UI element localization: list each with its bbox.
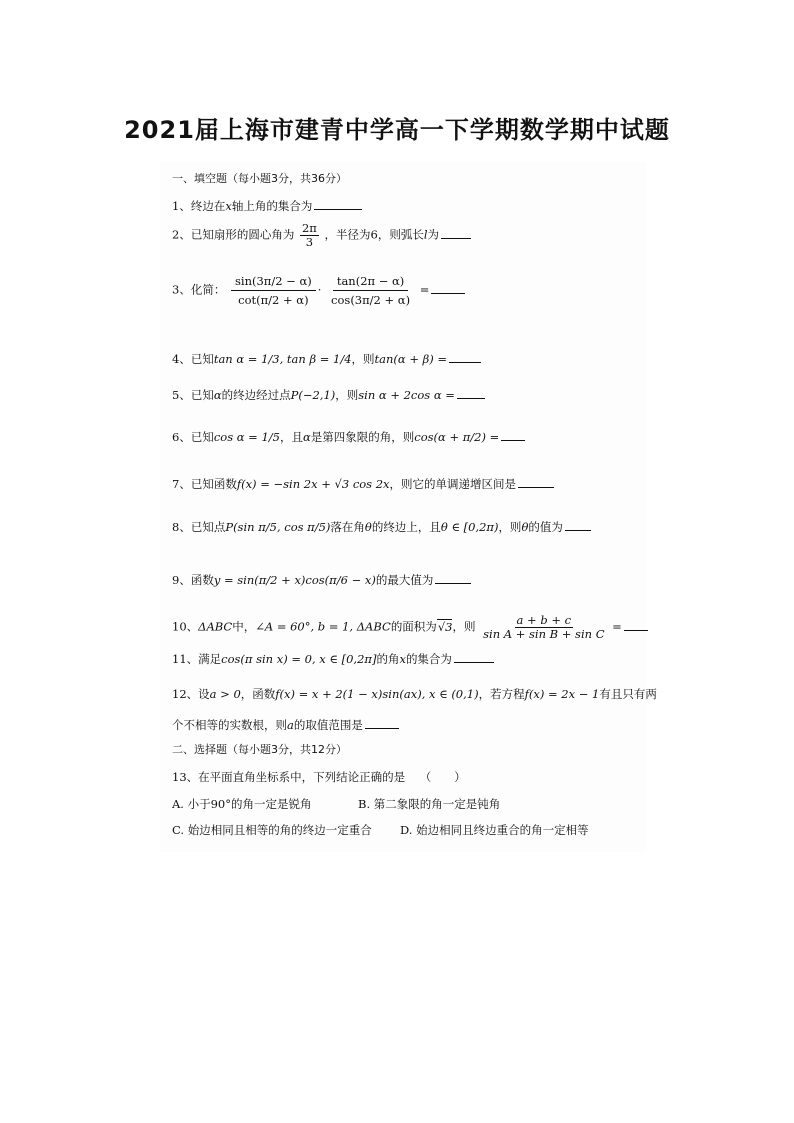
question-12: 12、设a > 0，函数f(x) = x + 2(1 − x)sin(ax), x ∈ (0,1)，若方程f(x) = 2x − 1有且只有两 (172, 687, 657, 701)
question-11: 11、满足cos(π sin x) = 0, x ∈ [0,2π]的角x的集合为 (172, 652, 494, 666)
question-1: 1、终边在x轴上角的集合为 (172, 199, 362, 213)
section-fill-in: 一、填空题（每小题3分，共36分） (172, 172, 347, 185)
option-b: B. 第二象限的角一定是钝角 (358, 797, 501, 811)
option-c: C. 始边相同且相等的角的终边一定重合 (172, 823, 372, 837)
option-d: D. 始边相同且终边重合的角一定相等 (400, 823, 589, 837)
question-2: 2、已知扇形的圆心角为 $\frac{2\pi}{3}$ ，半径为6，则弧长l为 (172, 222, 471, 249)
question-7: 7、已知函数f(x) = −sin 2x + √3 cos 2x，则它的单调递增区间是 (172, 477, 554, 491)
question-3: 3、化简： $\frac{\sin(3\pi/2 - \alpha)}{\cot(\pi/2 + \alpha)}$ · $\frac{\tan(2\pi - \alpha)}{\cos(3\pi/2 + \alpha)}$ = (172, 272, 465, 309)
option-a: A. 小于90°的角一定是锐角 (172, 797, 312, 811)
question-5: 5、已知α的终边经过点P(−2,1)，则sin α + 2cos α = (172, 388, 485, 402)
question-13: 13、在平面直角坐标系中，下列结论正确的是 （ ） (172, 770, 466, 784)
question-9: 9、函数y = sin(π/2 + x)cos(π/6 − x)的最大值为 (172, 573, 471, 587)
question-6: 6、已知cos α = 1/5，且α是第四象限的角，则cos(α + π/2) = (172, 430, 525, 444)
question-8: 8、已知点P(sin π/5, cos π/5)落在角θ的终边上，且θ ∈ [0,2π)，则θ的值为 (172, 520, 591, 534)
question-4: 4、已知tan α = 1/3, tan β = 1/4，则tan(α + β) = (172, 352, 481, 366)
question-12-line-2: 个不相等的实数根，则a的取值范围是 (172, 718, 399, 732)
page-title: 2021届上海市建青中学高一下学期数学期中试题 (124, 116, 670, 144)
section-multiple-choice: 二、选择题（每小题3分，共12分） (172, 743, 347, 756)
question-10: 10、ΔABC中，∠A = 60°, b = 1, ΔABC的面积为√3，则 $\frac{a + b + c}{\text{sin A + sin B + sin C}}$ = (172, 614, 648, 641)
